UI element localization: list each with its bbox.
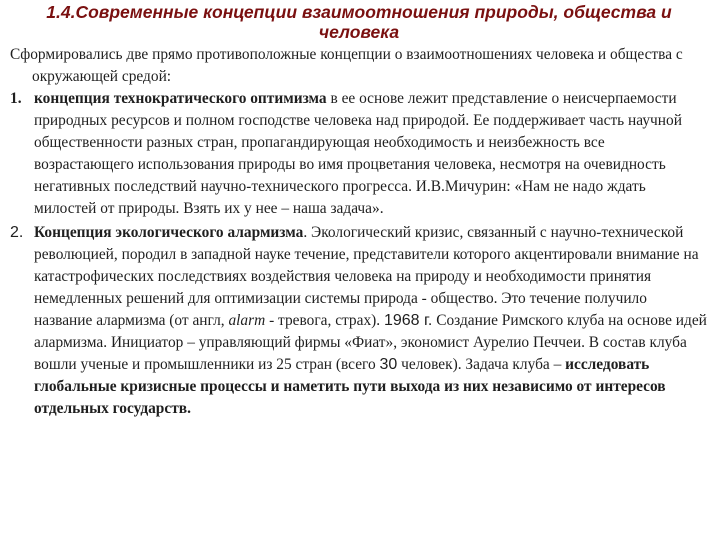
list-item-number: 1.	[10, 90, 22, 107]
concept-description-a: . Экологический кризис, связанный с научно-технической революцией, породил в западной науке течение, представители которого акцентировали внимание на катастрофических последствиях воздействия человека на природу и необходимости принятия немедленных решений для оптимизации системы природа - общество. Это течение получило название алармизма (от англ,	[34, 224, 699, 329]
concept-term: концепция технократического оптимизма	[34, 90, 327, 107]
alarm-word: alarm	[228, 312, 266, 329]
concept-description-b: - тревога, страх).	[265, 312, 384, 329]
year-label: 1968 г.	[383, 312, 433, 329]
concept-term: Концепция экологического алармизма	[34, 224, 304, 241]
list-item-number: 2.	[10, 224, 24, 241]
list-item-1	[10, 88, 708, 220]
intro-paragraph: Сформировались две прямо противоположные концепции о взаимоотношениях человека и общества с окружающей средой:	[10, 46, 683, 85]
list-item-text	[34, 88, 708, 220]
slide	[0, 2, 720, 542]
concept-description: в ее основе лежит представление о неисчерпаемости природных ресурсов и полном господстве человека над природой. Ее поддерживает часть научной общественности разных стран, пропагандирующая необходимость и неизбежность все возрастающего использования природы во имя процветания человека, несмотря на очевидность негативных последствий научно-технического прогресса. И.В.Мичурин: «Нам не надо ждать милостей от природы. Взять их у нее – наша задача».	[34, 90, 682, 217]
slide-body	[10, 44, 708, 420]
concept-description-d: человек). Задача клуба –	[397, 356, 566, 373]
list-item-text	[34, 222, 708, 420]
slide-title: 1.4.Современные концепции взаимоотношения природы, общества и человека	[46, 2, 672, 42]
member-count: 30	[379, 356, 398, 373]
club-task: исследовать глобальные кризисные процессы и наметить пути выхода из них независимо от интересов отдельных государств.	[34, 356, 666, 417]
concept-description-c: Создание Римского клуба на основе идей алармизма. Инициатор – управляющий фирмы «Фиат», экономист Аурелио Печчеи. В состав клуба вошли ученые и промышленники из 25 стран (всего	[34, 312, 707, 373]
list-item-2	[10, 222, 708, 420]
